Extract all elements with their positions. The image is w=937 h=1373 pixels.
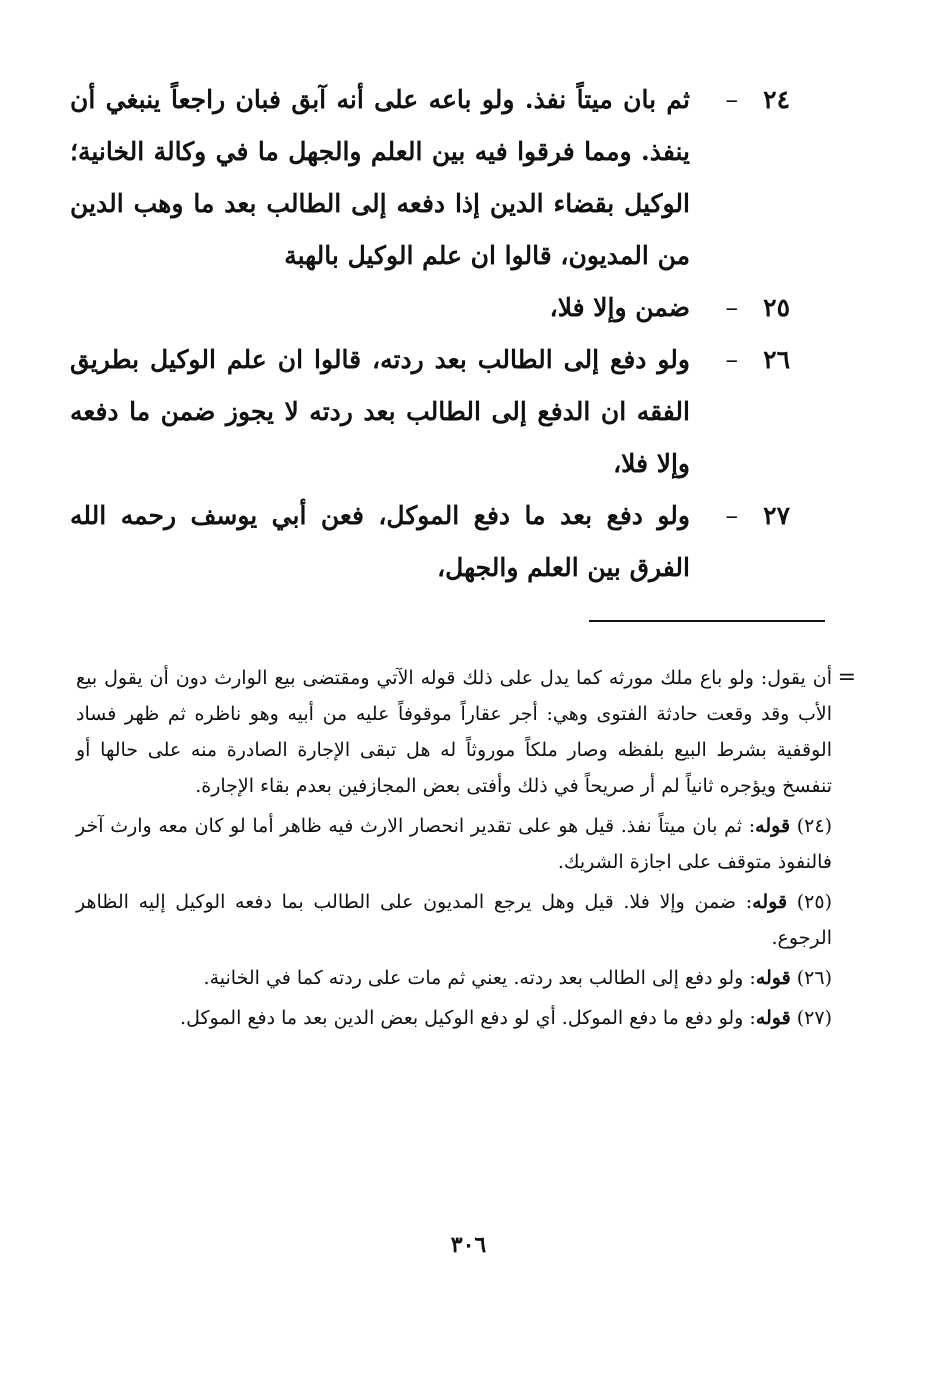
main-entry — [70, 334, 790, 490]
entry-number: ٢٤ — [763, 85, 790, 114]
entry-number: ٢٧ — [763, 501, 790, 530]
entry-dash: – — [725, 345, 738, 374]
footnote-ref: (٢٦) — [796, 967, 832, 989]
footnote-ref: (٢٥) — [796, 891, 832, 913]
footnote-separator — [589, 620, 825, 622]
main-entry — [70, 74, 790, 282]
continuation-mark: = — [837, 665, 856, 690]
footnote-keyword: قوله — [755, 967, 791, 989]
entry-dash: – — [725, 293, 738, 322]
entry-text: ثم بان ميتاً نفذ. ولو باعه على أنه آبق فبان راجعاً ينبغي أن ينفذ. ومما فرقوا فيه بين العلم والجهل ما في وكالة الخانية؛ الوكيل بقضاء الدين إذا دفعه إلى الطالب بعد ما وهب الدين من المديون، قالوا ان علم الوكيل بالهبة — [70, 85, 690, 270]
footnote-keyword: قوله — [755, 1007, 791, 1029]
footnote — [76, 960, 856, 996]
footnote-text: : ولو دفع إلى الطالب بعد ردته. يعني ثم مات على ردته كما في الخانية. — [203, 967, 756, 989]
main-text — [70, 74, 790, 594]
entry-text: ولو دفع بعد ما دفع الموكل، فعن أبي يوسف رحمه الله الفرق بين العلم والجهل، — [70, 501, 690, 582]
footnote-text: : ثم بان ميتاً نفذ. قيل هو على تقدير انحصار الارث فيه ظاهر أما لو كان معه وارث آخر فالنفوذ متوقف على اجازة الشريك. — [76, 815, 832, 873]
footnote-ref: (٢٤) — [796, 815, 832, 837]
footnote — [76, 884, 856, 956]
continuation-text: أن يقول: ولو باع ملك مورثه كما يدل على ذلك قوله الآتي ومقتضى بيع الوارث دون أن يقول بيع الأب وقد وقعت حادثة الفتوى وهي: أجر عقاراً موقوفاً عليه من أبيه وهو ناظره ثم ظهر فساد الوقفية بشرط البيع بلفظه وصار ملكاً موروثاً له هل تبقى الإجارة الصادرة منه على حالها أو تنفسخ ويؤجره ثانياً لم أر صريحاً في ذلك وأفتى بعض المجازفين بعدم بقاء الإجارة. — [76, 667, 832, 797]
footnote — [76, 808, 856, 880]
entry-dash: – — [725, 501, 738, 530]
entry-text: ضمن وإلا فلا، — [549, 293, 690, 322]
footnotes — [76, 660, 856, 1036]
footnote-continuation — [76, 660, 856, 804]
footnote — [76, 1000, 856, 1036]
page-number: ٣٠٦ — [450, 1232, 487, 1258]
footnote-keyword: قوله — [752, 891, 788, 913]
main-entry — [70, 490, 790, 594]
entry-number: ٢٥ — [763, 293, 790, 322]
main-entry — [70, 282, 790, 334]
entry-number: ٢٦ — [763, 345, 790, 374]
footnote-keyword: قوله — [755, 815, 791, 837]
footnote-ref: (٢٧) — [796, 1007, 832, 1029]
entry-dash: – — [725, 85, 738, 114]
entry-text: ولو دفع إلى الطالب بعد ردته، قالوا ان علم الوكيل بطريق الفقه ان الدفع إلى الطالب بعد ردته لا يجوز ضمن ما دفعه وإلا فلا، — [70, 345, 690, 478]
footnote-text: : ضمن وإلا فلا. قيل وهل يرجع المديون على الطالب بما دفعه الوكيل إليه الظاهر الرجوع. — [76, 891, 832, 949]
footnote-text: : ولو دفع ما دفع الموكل. أي لو دفع الوكيل بعض الدين بعد ما دفع الموكل. — [180, 1007, 756, 1029]
